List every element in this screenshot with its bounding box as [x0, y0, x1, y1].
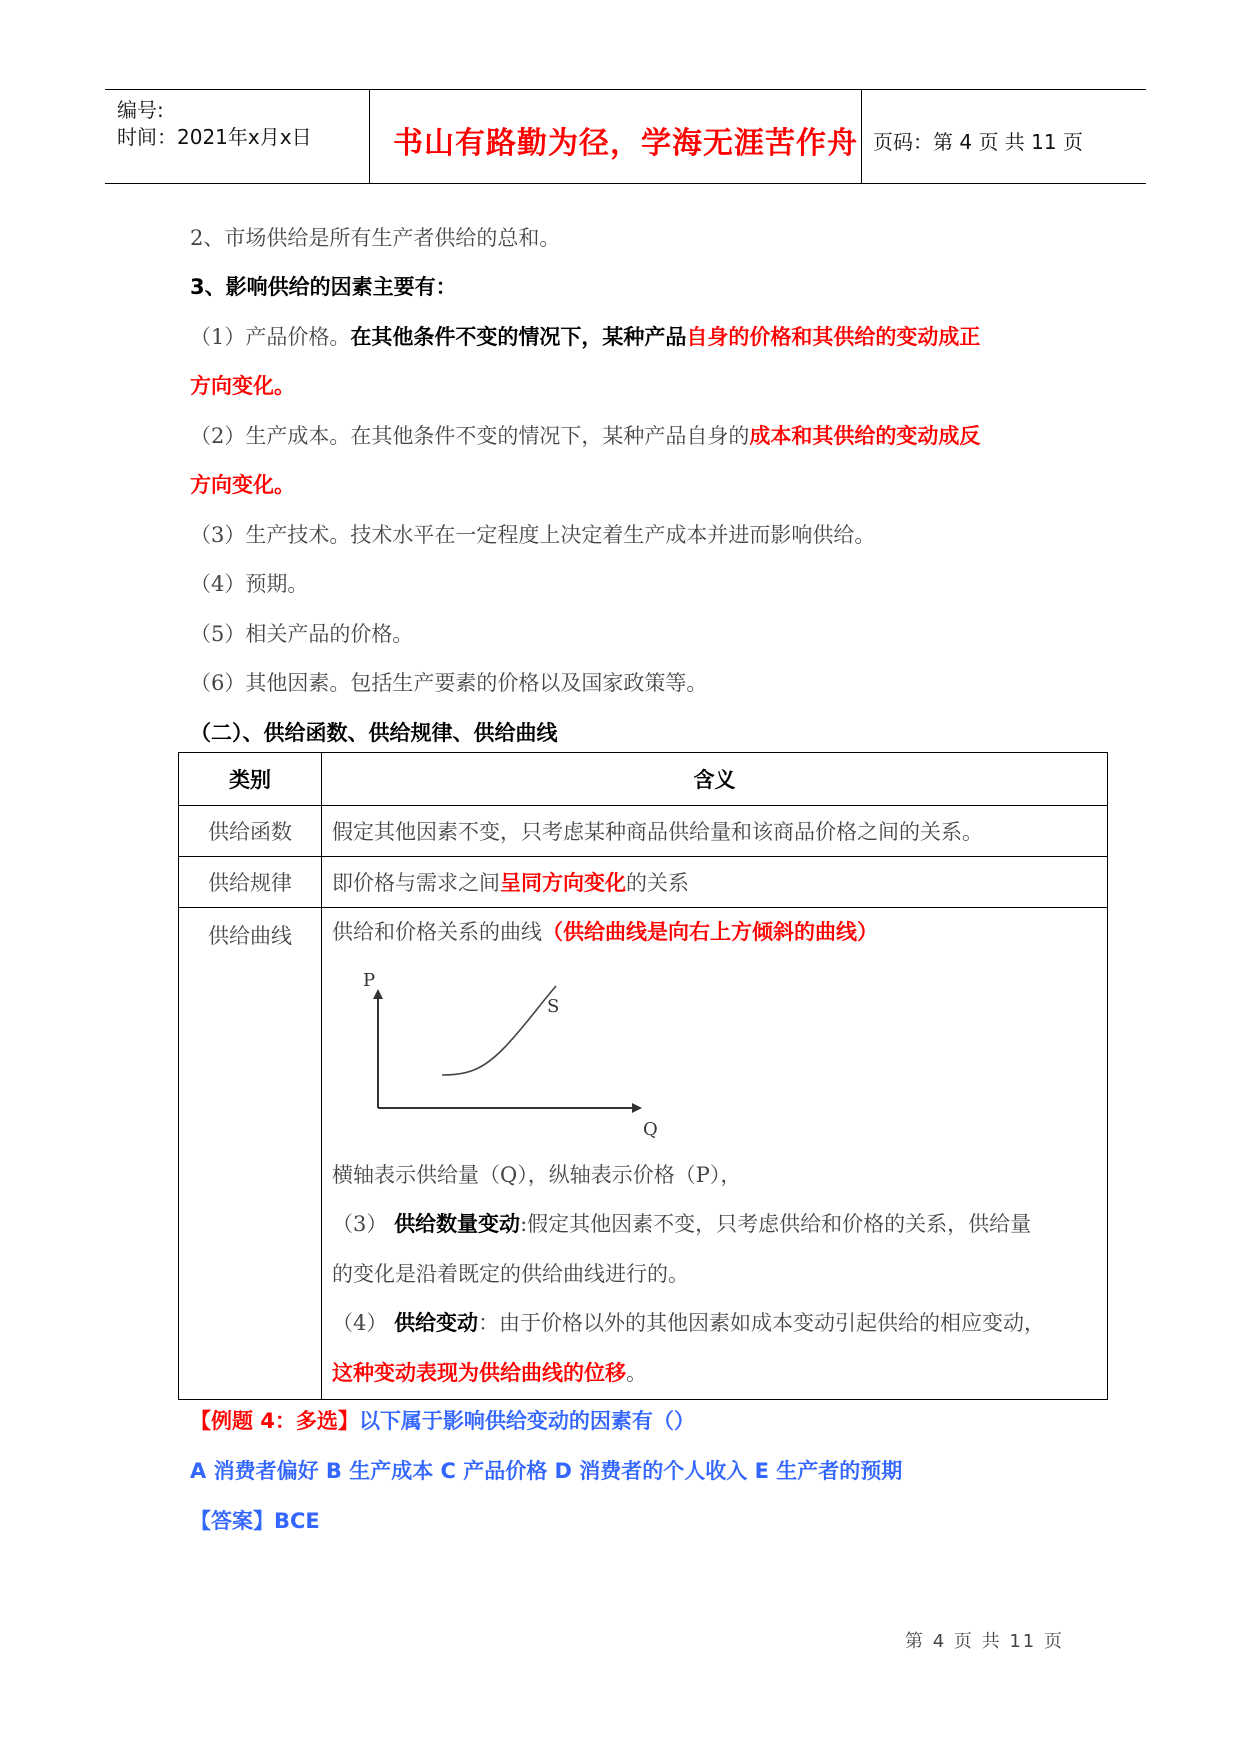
table-row [179, 857, 1108, 908]
example-question [190, 1408, 695, 1434]
item-production-cost-prefix: （2）生产成本。在其他条件不变的情况下，某种产品自身的 [190, 424, 750, 448]
header-time: 时间：2021年x月x日 [117, 125, 312, 149]
table-cell-meaning [322, 857, 1108, 908]
supply-change-red: 这种变动表现为供给曲线的位移 [332, 1360, 626, 1385]
item-expectation: （4）预期。 [190, 572, 309, 596]
curve-label: S [547, 995, 560, 1017]
example-tag: 【例题 4：多选】 [190, 1409, 359, 1433]
table-header-meaning: 含义 [322, 753, 1108, 806]
header-divider-right [861, 89, 862, 184]
table-header-row [179, 753, 1108, 806]
supply-law-red: 呈同方向变化 [500, 871, 626, 895]
table-cell-category: 供给曲线 [179, 908, 322, 1400]
supply-change-line [332, 1299, 1097, 1349]
supply-change-text: ：由于价格以外的其他因素如成本变动引起供给的相应变动， [478, 1311, 1046, 1336]
table-cell-category: 供给函数 [179, 806, 322, 857]
supply-curve-intro [332, 908, 1097, 958]
y-axis-label: P [363, 969, 376, 991]
axes-note: 横轴表示供给量（Q），纵轴表示价格（P）， [332, 1162, 742, 1187]
table-cell-meaning: 假定其他因素不变，只考虑某种商品供给量和该商品价格之间的关系。 [322, 806, 1108, 857]
page-footer: 第 4 页 共 11 页 [905, 1631, 1064, 1652]
supply-change-prefix: （4） [332, 1311, 388, 1336]
quantity-change-text: :假定其他因素不变，只考虑供给和价格的关系，供给量 [520, 1212, 1032, 1237]
item-related-price: （5）相关产品的价格。 [190, 622, 414, 646]
example-answer [190, 1508, 320, 1534]
item-product-price [190, 324, 980, 350]
paragraph-market-supply: 2、市场供给是所有生产者供给的总和。 [190, 226, 561, 250]
item-product-price-bold: 在其他条件不变的情况下，某种产品 [350, 325, 687, 349]
supply-curve-intro-red: （供给曲线是向右上方倾斜的曲线） [542, 920, 878, 944]
heading-supply-factors: 3、影响供给的因素主要有： [190, 275, 457, 299]
header-divider-left [369, 89, 370, 184]
quantity-change-bold: 供给数量变动 [394, 1212, 521, 1237]
item-other-factors: （6）其他因素。包括生产要素的价格以及国家政策等。 [190, 671, 708, 695]
item-production-cost-red: 成本和其供给的变动成反 [749, 424, 981, 448]
supply-curve-diagram [332, 958, 1097, 1151]
supply-change-end: 。 [626, 1360, 647, 1385]
example-question-text: 以下属于影响供给变动的因素有（） [358, 1409, 695, 1433]
supply-change-continuation [332, 1349, 1097, 1399]
supply-definition-table [178, 752, 1108, 1400]
example-options: A 消费者偏好 B 生产成本 C 产品价格 D 消费者的个人收入 E 生产者的预期 [190, 1459, 903, 1483]
supply-curve-line [442, 986, 556, 1075]
section-heading: （二）、供给函数、供给规律、供给曲线 [190, 721, 558, 745]
header-page-code: 页码：第 4 页 共 11 页 [873, 130, 1083, 154]
table-cell-meaning [322, 908, 1108, 1400]
supply-law-after: 的关系 [626, 871, 689, 895]
item-product-price-red: 自身的价格和其供给的变动成正 [686, 325, 981, 349]
table-header-category: 类别 [179, 753, 322, 806]
quantity-change-line [332, 1200, 1097, 1250]
header-top-rule [105, 89, 1146, 90]
item-product-price-prefix: （1）产品价格。 [190, 325, 351, 349]
answer-tag: 【答案】 [190, 1509, 274, 1533]
item-technology: （3）生产技术。技术水平在一定程度上决定着生产成本并进而影响供给。 [190, 523, 876, 547]
item-product-price-continuation: 方向变化。 [190, 374, 295, 398]
supply-curve-intro-text: 供给和价格关系的曲线 [332, 920, 542, 944]
header-motto: 书山有路勤为径，学海无涯苦作舟 [393, 126, 858, 161]
item-production-cost-continuation: 方向变化。 [190, 473, 295, 497]
quantity-change-prefix: （3） [332, 1212, 388, 1237]
x-axis-label: Q [643, 1118, 658, 1140]
supply-curve-svg [342, 958, 702, 1151]
table-row [179, 908, 1108, 1400]
header-bottom-rule [105, 183, 1146, 184]
item-production-cost [190, 423, 980, 449]
header-serial-label: 编号: [117, 98, 164, 122]
quantity-change-continuation: 的变化是沿着既定的供给曲线进行的。 [332, 1261, 689, 1286]
supply-law-before: 即价格与需求之间 [332, 871, 500, 895]
table-cell-category: 供给规律 [179, 857, 322, 908]
supply-change-bold: 供给变动 [394, 1311, 479, 1336]
table-row [179, 806, 1108, 857]
answer-value: BCE [274, 1509, 320, 1533]
